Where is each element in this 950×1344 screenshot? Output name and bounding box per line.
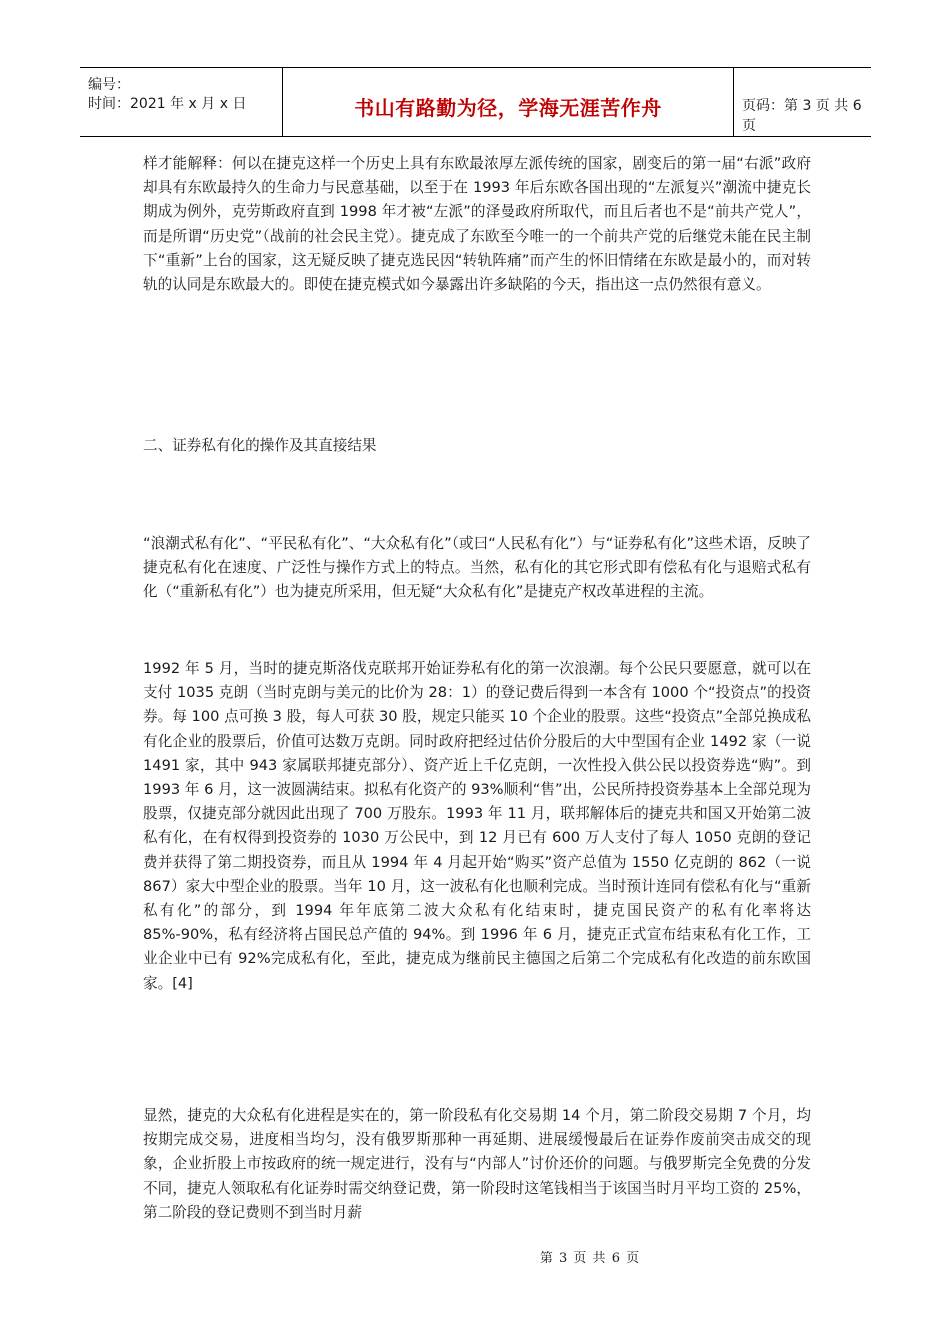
document-date: 时间：2021 年 x 月 x 日	[88, 96, 247, 112]
header-page-cell	[734, 68, 871, 136]
header-motto: 书山有路勤为径，学海无涯苦作舟	[354, 96, 662, 120]
paragraph-comparison: 显然，捷克的大众私有化进程是实在的，第一阶段私有化交易期 14 个月，第二阶段交易期 7 个月，均按期完成交易，进度相当均匀，没有俄罗斯那种一再延期、进展缓慢最后在证券作废前突击成交的现象，企业折股上市按政府的统一规定进行，没有与“内部人”讨价还价的问题。与俄罗斯完全免费的分发不同，捷克人领取私有化证券时需交纳登记费，第一阶段时这笔钱相当于该国当时月平均工资的 25%，第二阶段的登记费则不到当时月薪	[143, 1107, 811, 1221]
header-page-number: 页码：第 3 页 共 6 页	[742, 98, 862, 134]
paragraph-voucher-waves: 1992 年 5 月，当时的捷克斯洛伐克联邦开始证券私有化的第一次浪潮。每个公民只要愿意，就可以在支付 1035 克朗（当时克朗与美元的比价为 28：1）的登记费后得到一本含有 1000 个“投资点”的投资券。每 100 点可换 3 股，每人可获 30 股，规定只能买 10 个企业的股票。这些“投资点”全部兑换成私有化企业的股票后，价值可达数万克朗。同时政府把经过估价分股后的大中型国有企业 1492 家（一说 1491 家，其中 943 家属联邦捷克部分）、资产近上千亿克朗，一次性投入供公民以投资券选“购”。到 1993 年 6 月，这一波圆满结束。拟私有化资产的 93%顺利“售”出，公民所持投资券基本上全部兑现为股票，仅捷克部分就因此出现了 700 万股东。1993 年 11 月，联邦解体后的捷克共和国又开始第二波私有化，在有权得到投资券的 1030 万公民中，到 12 月已有 600 万人支付了每人 1050 克朗的登记费并获得了第二期投资券，而且从 1994 年 4 月起开始“购买”资产总值为 1550 亿克朗的 862（一说 867）家大中型企业的股票。当年 10 月，这一波私有化也顺利完成。当时预计连同有偿私有化与“重新私有化”的部分，到 1994 年年底第二波大众私有化结束时，捷克国民资产的私有化率将达 85%-90%，私有经济将占国民总产值的 94%。到 1996 年 6 月，捷克正式宣布结束私有化工作，工业企业中已有 92%完成私有化，至此，捷克成为继前民主德国之后第二个完成私有化改造的前东欧国家。[4]	[143, 660, 811, 992]
section-heading: 二、证券私有化的操作及其直接结果	[143, 437, 377, 454]
page-header	[80, 67, 871, 137]
paragraph-terms: “浪潮式私有化”、“平民私有化”、“大众私有化”（或曰“人民私有化”）与“证券私有化”这些术语，反映了捷克私有化在速度、广泛性与操作方式上的特点。当然，私有化的其它形式即有偿私有化与退赔式私有化（“重新私有化”）也为捷克所采用，但无疑“大众私有化”是捷克产权改革进程的主流。	[143, 535, 811, 601]
page-footer: 第 3 页 共 6 页	[539, 1251, 641, 1266]
paragraph-continuation: 样才能解释：何以在捷克这样一个历史上具有东欧最浓厚左派传统的国家，剧变后的第一届“右派”政府却具有东欧最持久的生命力与民意基础，以至于在 1993 年后东欧各国出现的“左派复兴”潮流中捷克长期成为例外，克劳斯政府直到 1998 年才被“左派”的泽曼政府所取代，而且后者也不是“前共产党人”，而是所谓“历史党”（战前的社会民主党）。捷克成了东欧至今唯一的一个前共产党的后继党未能在民主制下“重新”上台的国家，这无疑反映了捷克选民因“转轨阵痛”而产生的怀旧情绪在东欧是最小的，而对转轨的认同是东欧最大的。即使在捷克模式如今暴露出许多缺陷的今天，指出这一点仍然很有意义。	[143, 155, 811, 294]
document-code: 编号：	[88, 77, 130, 93]
header-motto-cell	[283, 68, 734, 136]
header-meta-cell	[80, 68, 283, 136]
